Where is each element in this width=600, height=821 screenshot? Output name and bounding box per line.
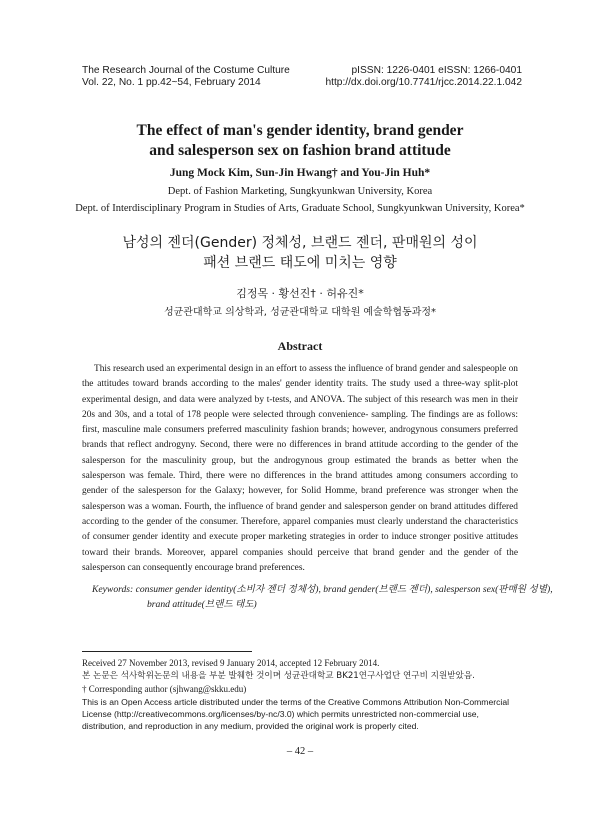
journal-volume: Vol. 22, No. 1 pp.42~54, February 2014 [82,77,261,88]
corresponding-author: † Corresponding author (sjhwang@skku.edu) [82,684,247,694]
received-dates: Received 27 November 2013, revised 9 January 2014, accepted 12 February 2014. [82,658,380,668]
paper-title-line-1: The effect of man's gender identity, brand gender [136,122,464,139]
keywords: Keywords: consumer gender identity(소비자 젠더 정체성), brand gender(브랜드 젠더), salesperson sex(판매원 성별), brand attitude(브랜드 태도) [92,584,553,610]
open-access-notice: This is an Open Access article distributed under the terms of the Creative Commons Attribution Non-Commercial License (http://creativecommons.org/licenses/by-nc/3.0) which permits unrestricted non-commercial use, distribution, and reproduction in any medium, provided the original work is properly cited. [82,697,510,732]
paper-authors: Jung Mock Kim, Sun-Jin Hwang† and You-Jin Huh* [169,167,431,179]
affiliation-1: Dept. of Fashion Marketing, Sungkyunkwan University, Korea [167,186,433,197]
page-number: – 42 – [286,746,314,757]
korean-affiliation: 성균관대학교 의상학과, 성균관대학교 대학원 예술학협동과정* [163,307,437,318]
paper-title-line-2: and salesperson sex on fashion brand attitude [149,142,451,159]
affiliation-2: Dept. of Interdisciplinary Program in Studies of Arts, Graduate School, Sungkyunkwan University, Korea* [75,203,525,214]
journal-name: The Research Journal of the Costume Culture [82,65,290,76]
thesis-note: 본 논문은 석사학위논문의 내용을 부분 발췌한 것이며 성균관대학교 BK21연구사업단 연구비 지원받았음. [82,671,475,681]
journal-issn: pISSN: 1226-0401 eISSN: 1266-0401 [351,65,522,76]
abstract-heading: Abstract [277,339,323,353]
korean-authors: 김정목 · 황선진† · 허유진* [236,287,364,300]
footnote-divider [82,651,252,652]
korean-title-line-2: 패션 브랜드 태도에 미치는 영향 [203,255,397,271]
korean-title-line-1: 남성의 젠더(Gender) 정체성, 브랜드 젠더, 판매원의 성이 [122,235,478,251]
journal-doi[interactable]: http://dx.doi.org/10.7741/rjcc.2014.22.1.042 [325,77,522,88]
abstract-body: This research used an experimental design in an effort to assess the influence of brand gender and salespeople on the attitudes toward brands according to the males' gender identity traits. The study used a three-way split-plot experimental design, and data were analyzed by t-tests, and ANOVA. The subject of this research was men in their 20s and 30s, and a total of 178 people were selected through convenience- sampling. The findings are as follows: first, masculine male consumers preferred masculinity fashion brands; however, androgynous consumers preferred brands that reflect androgyny. Second, there were no differences in brand attitude according to the gender of the salesperson for the masculinity group, but the androgynous group estimated the brands as better when the salesperson was female. Third, there were no differences in the brand attitudes among consumers according to gender of the salesperson for the Galaxy; however, for Solid Homme, brand preference was stronger when the salesperson was a woman. Fourth, the influence of brand gender and salesperson gender on brand attitudes differed according to the gender of the consumer. Therefore, apparel companies must clearly understand the characteristics of consumer gender identity and execute proper marketing strategies in order to induce stronger positive attitudes toward their brands. Moreover, apparel companies should perceive that brand gender and the gender of the salesperson can consequently encourage brand preferences. [82,364,518,573]
